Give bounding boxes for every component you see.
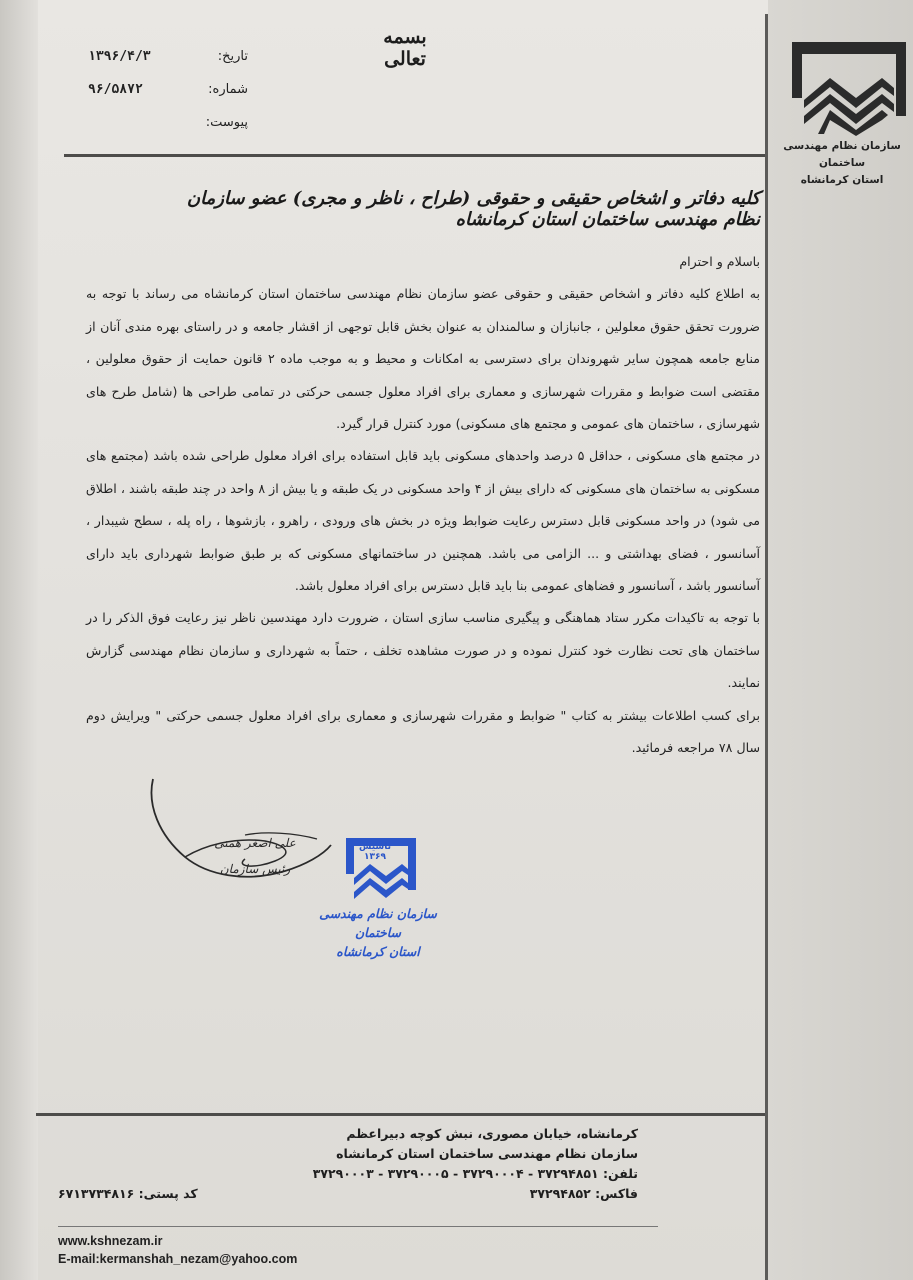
number-label: شماره: [208, 82, 248, 97]
footer-web-rule [58, 1226, 658, 1227]
stamp-line2: استان کرمانشاه [336, 944, 420, 959]
org-caption-line2: استان کرمانشاه [800, 174, 884, 186]
date-row [88, 40, 248, 73]
attachment-label: پیوست: [205, 115, 248, 130]
footer-org: سازمان نظام مهندسی ساختمان استان کرمانشاه [336, 1146, 638, 1161]
signature-scribble-icon [145, 775, 335, 895]
footer-rule [36, 1113, 765, 1116]
number-row [88, 73, 248, 106]
org-caption [772, 138, 912, 189]
date-value: ۱۳۹۶/۴/۳ [88, 49, 151, 64]
footer-email[interactable]: E-mail:kermanshah_nezam@yahoo.com [58, 1252, 298, 1266]
footer-fax: فاکس: ۳۷۲۹۴۸۵۲ [529, 1186, 638, 1201]
header-rule [64, 154, 765, 157]
letter-body [86, 246, 760, 765]
vertical-rule [765, 14, 768, 1280]
footer-address: کرمانشاه، خیابان مصوری، نبش کوچه دبیراعظم [346, 1126, 638, 1141]
paragraph-4: برای کسب اطلاعات بیشتر به کتاب " ضوابط و مقررات شهرسازی و معماری برای افراد معلول جسمی حرکتی " ویرایش دوم سال ۷۸ مراجعه فرمائید. [86, 707, 760, 756]
letter-meta [88, 40, 248, 139]
stamp-line1: سازمان نظام مهندسی ساختمان [319, 906, 437, 940]
attachment-row [88, 106, 248, 139]
footer-phones: تلفن: ۳۷۲۹۴۸۵۱ - ۳۷۲۹۰۰۰۴ - ۳۷۲۹۰۰۰۵ - ۳۷۲۹۰۰۰۳ [312, 1166, 638, 1181]
footer-website[interactable]: www.kshnezam.ir [58, 1234, 163, 1248]
letter-footer [58, 1124, 638, 1204]
org-logo-icon [784, 36, 912, 140]
signatory-title: رئیس سازمان [219, 862, 291, 876]
letterhead-margin [768, 0, 913, 1280]
paragraph-3: با توجه به تاکیدات مکرر ستاد هماهنگی و پیگیری مناسب سازی استان ، ضرورت دارد مهندسین ناظر نیز رعایت فوق الذکر را در ساختمان های تحت نظارت خود کنترل نموده و در صورت مشاهده تخلف ، حتماً به شهرداری و سازمان نظام مهندسی گزارش نمایند. [86, 610, 760, 691]
recipient-heading: کلیه دفاتر و اشخاص حقیقی و حقوقی (طراح ، ناظر و مجری) عضو سازمان نظام مهندسی ساختمان استان کرمانشاه [186, 188, 760, 230]
number-value: ۹۶/۵۸۷۲ [88, 82, 143, 97]
footer-fax-postal [58, 1184, 638, 1204]
stamp-caption [318, 904, 438, 961]
footer-postal: کد پستی: ۶۷۱۳۷۳۴۸۱۶ [58, 1186, 198, 1201]
basmala: بسمه تعالی [383, 26, 427, 70]
signatory-name: علی اصغر همتی [214, 836, 296, 850]
footer-web-contacts [58, 1232, 297, 1268]
stamp-founding-year: تاسیس ۱۳۶۹ [358, 842, 391, 862]
paragraph-1: به اطلاع کلیه دفاتر و اشخاص حقیقی و حقوقی عضو سازمان نظام مهندسی ساختمان استان کرمانشاه می رساند با توجه به ضرورت تحقق حقوق معلولین ، جانبازان و سالمندان به عنوان بخش قابل توجهی از اقشار جامعه و در راستای بهره مندی آنان از منابع جامعه همچون سایر شهروندان برای دسترسی به امکانات و محیط و به موجب ماده ۲ قانون حمایت از حقوق معلولین ، مقتضی است ضوابط و مقررات شهرسازی و معماری برای افراد معلول جسمی حرکتی در تمامی طراحی ها (شامل طرح های شهرسازی ، ساختمان های عمومی و مجتمع های مسکونی) مورد کنترل قرار گیرد. [86, 286, 760, 432]
greeting: باسلام و احترام [679, 254, 760, 269]
date-label: تاریخ: [217, 49, 248, 64]
paragraph-2: در مجتمع های مسکونی ، حداقل ۵ درصد واحدهای مسکونی باید قابل استفاده برای افراد معلول طراحی شده باشد (مجتمع های مسکونی به ساختمان های مسکونی که دارای بیش از ۴ واحد مسکونی در یک طبقه و یا بیش از ۸ واحد در چند طبقه باشند ، اطلاق می شود) در واحد مسکونی قابل دسترس رعایت ضوابط ویژه در بخش های ورودی ، راهرو ، بازشوها ، راه پله ، سطح شیبدار ، آسانسور ، فضای بهداشتی و ... الزامی می باشد. همچنین در ساختمانهای مسکونی که بر طبق ضوابط شهرداری باید دارای آسانسور باشد ، آسانسور و فضاهای عمومی بنا باید قابل دسترس برای افراد معلول باشد. [86, 448, 760, 594]
page-shadow-edge [0, 0, 38, 1280]
org-caption-line1: سازمان نظام مهندسی ساختمان [783, 140, 901, 169]
